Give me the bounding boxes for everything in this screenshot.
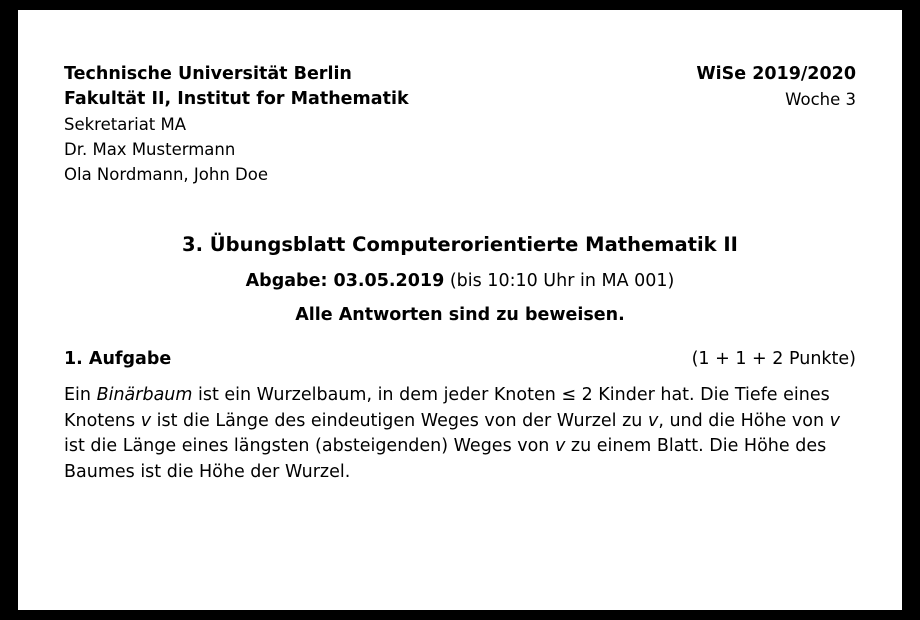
header-lecturer: Dr. Max Mustermann [64,140,236,159]
document-header [64,62,856,187]
answer-notice: Alle Antworten sind zu beweisen. [295,305,625,325]
header-semester: WiSe 2019/2020 [696,64,856,84]
header-university: Technische Universität Berlin [64,64,352,84]
task-text-segment-2: ist ein Wurzelbaum, in dem jeder Knoten ≤ 2 Kinder hat. Die Tiefe eines Knotens [64,385,830,431]
task-emphasis-binaerbaum: Binärbaum [96,385,193,405]
title-block [64,233,856,325]
task-body-text [64,383,844,485]
task-text-segment-1: Ein [64,385,97,405]
task-text-segment-3: ist die Länge des eindeutigen Weges von der Wurzel zu [151,410,648,431]
header-faculty: Fakultät II, Institut for Mathematik [64,89,409,109]
task-text-segment-4: , und die Höhe von [658,410,830,431]
task-text-segment-5: ist die Länge eines längsten (absteigenden) Weges von [64,436,555,456]
page-title: 3. Übungsblatt Computerorientierte Mathematik II [182,233,738,256]
header-left-column [64,62,409,187]
document-content [64,62,856,485]
deadline-label: Abgabe: 03.05.2019 [245,271,445,291]
deadline-detail: (bis 10:10 Uhr in MA 001) [449,271,675,291]
task-emphasis-v-1: v [140,410,152,431]
task-text-segment-6: zu einem Blatt. Die Höhe des Baumes ist die Höhe der Wurzel. [64,436,827,482]
header-secretariat: Sekretariat MA [64,115,187,134]
task-emphasis-v-4: v [554,436,566,456]
task-label: 1. Aufgabe [64,349,172,369]
task-header [64,349,856,369]
task-points: (1 + 1 + 2 Punkte) [691,349,856,369]
header-assistants: Ola Nordmann, John Doe [64,165,268,184]
task-emphasis-v-3: v [829,410,840,431]
task-emphasis-v-2: v [647,410,659,431]
deadline-line [64,271,856,291]
header-week: Woche 3 [785,90,856,109]
document-page [18,10,902,610]
header-right-column [696,62,856,112]
